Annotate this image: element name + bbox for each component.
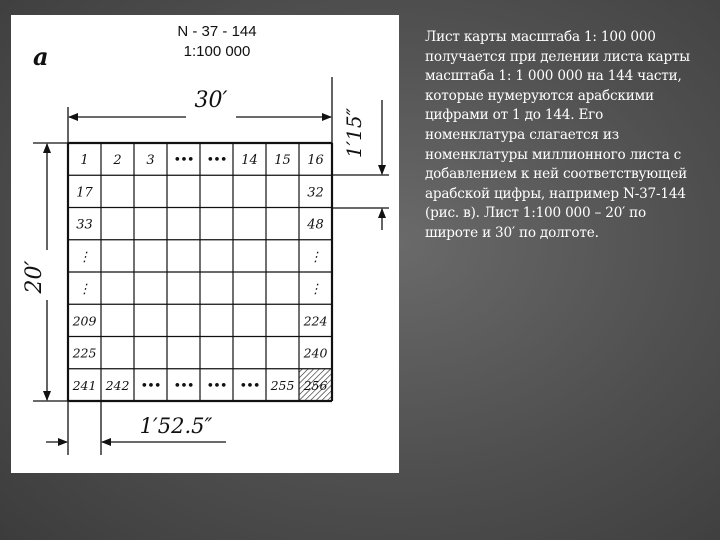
grid-cell-number: 241 xyxy=(72,377,97,393)
grid-cell-number: 33 xyxy=(76,217,93,233)
grid-cell-number: 225 xyxy=(72,345,97,361)
numbering-grid xyxy=(68,143,332,401)
grid-cell-number: 48 xyxy=(307,217,324,233)
grid-cell-number: ⋮ xyxy=(309,249,322,265)
grid-cell-number: 14 xyxy=(241,153,258,169)
grid-cell-number: 1 xyxy=(80,153,89,169)
row-label: 1′15″ xyxy=(342,107,366,159)
grid-cell-number: ••• xyxy=(173,378,194,394)
grid-cell-number: 15 xyxy=(274,153,291,169)
map-sheet-diagram-svg xyxy=(11,15,399,473)
description-text: Лист карты масштаба 1: 100 000 получается при делении листа карты масштаба 1: 1 000 000 на 144 части, которые нумеруются арабскими цифрами от 1 до 144. Его номенклатура слагается из номенклатуры миллионного листа с добавлением к ней соответствующей арабской цифры, например N-37-144 (рис. в). Лист 1:100 000 – 20′ по широте и 30′ по долготе. xyxy=(425,29,690,241)
grid-cell-number: ⋮ xyxy=(78,282,91,298)
map-sheet-diagram xyxy=(11,15,399,473)
grid-cell-number: ••• xyxy=(206,378,227,394)
grid-cell-number: 255 xyxy=(270,377,295,393)
grid-cell-number: 240 xyxy=(303,345,328,361)
grid-cell-number: 256 xyxy=(303,377,328,393)
grid-cell-number: ••• xyxy=(239,378,260,394)
grid-cell-number: ••• xyxy=(173,153,194,169)
width-label: 30′ xyxy=(194,88,228,113)
grid-cell-number: ••• xyxy=(140,378,161,394)
sheet-code: N - 37 - 144 xyxy=(177,23,257,40)
grid-cell-number: 16 xyxy=(307,153,324,169)
grid-cell-number: ⋮ xyxy=(309,282,322,298)
grid-cell-number: 209 xyxy=(72,313,97,329)
grid-cell-number: 17 xyxy=(76,185,93,201)
height-label: 20′ xyxy=(22,260,47,294)
grid-cell-number: ••• xyxy=(206,153,227,169)
grid-cell-number: 242 xyxy=(105,377,130,393)
col-label: 1′52.5″ xyxy=(139,414,213,438)
grid-cell-number: 3 xyxy=(146,153,155,169)
grid-cell-number: 2 xyxy=(113,153,122,169)
grid-cell-number: 32 xyxy=(307,185,324,201)
panel-letter: а xyxy=(33,42,49,71)
sheet-scale: 1:100 000 xyxy=(183,43,251,60)
grid-cell-number: ⋮ xyxy=(78,249,91,265)
grid-cell-number: 224 xyxy=(303,313,328,329)
